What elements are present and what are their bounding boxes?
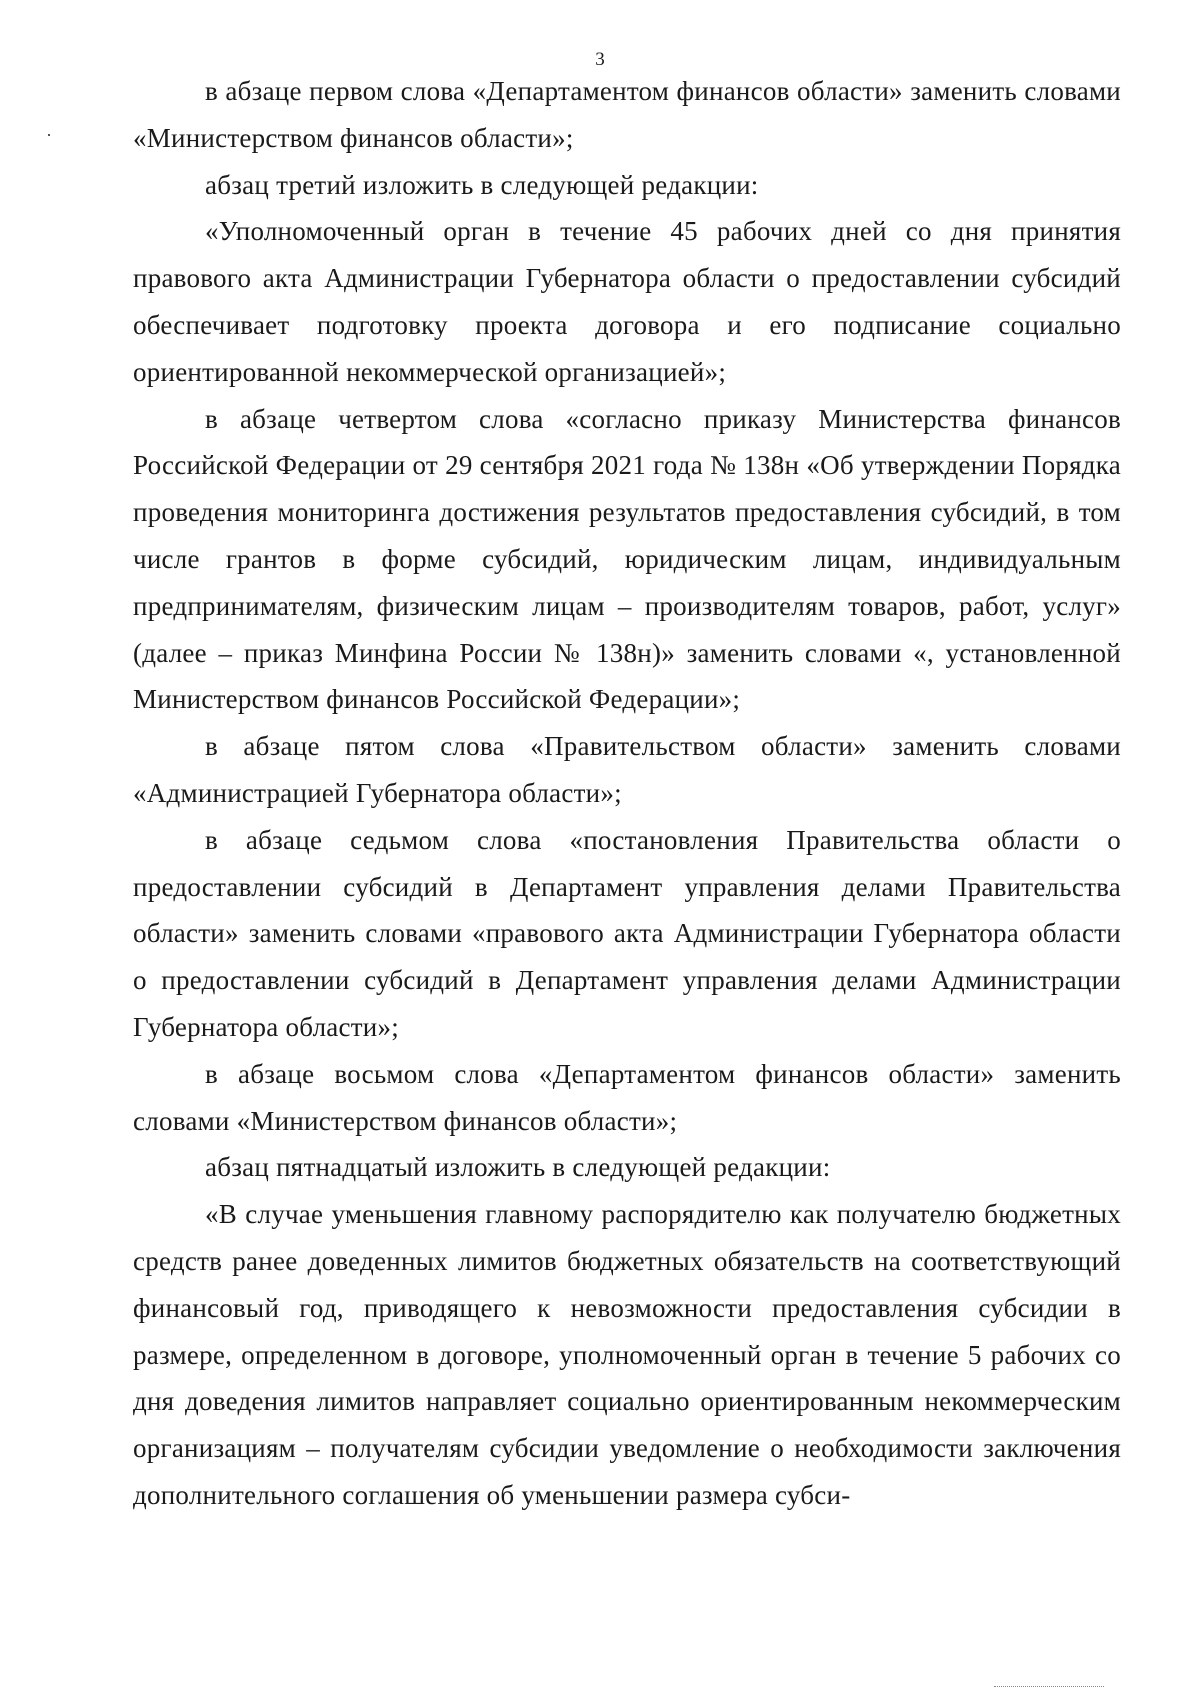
paragraph: абзац пятнадцатый изложить в следующей редакции:	[205, 1152, 831, 1183]
paragraph: абзац третий изложить в следующей редакции:	[205, 169, 759, 200]
paragraph: «В случае уменьшения главному распорядителю как получателю бюджетных средств ранее доведенных лимитов бюджетных обязательств на соответствующий финансовый год, приводящего к невозможности предоставления субсидии в размере, определенном в договоре, уполномоченный орган в течение 5 рабочих со дня доведения лимитов направляет социально ориентированным некоммерческим организациям – получателям субсидии уведомление о необходимости заключения дополнительного соглашения об уменьшении размера субси-	[133, 1199, 1121, 1510]
paragraph: в абзаце восьмом слова «Департаментом финансов области» заменить словами «Министерством финансов области»;	[133, 1058, 1121, 1136]
paragraph: в абзаце первом слова «Департаментом финансов области» заменить словами «Министерством финансов области»;	[133, 76, 1121, 153]
paragraph: в абзаце пятом слова «Правительством области» заменить словами «Администрацией Губернатора области»;	[133, 731, 1121, 808]
scan-mark	[994, 1682, 1104, 1687]
document-body	[133, 68, 1121, 1519]
scan-speck	[48, 134, 50, 136]
page-number: 3	[595, 49, 605, 70]
paragraph: в абзаце четвертом слова «согласно приказу Министерства финансов Российской Федерации от 29 сентября 2021 года № 138н «Об утверждении Порядка проведения мониторинга достижения результатов предоставления субсидий, в том числе грантов в форме субсидий, юридическим лицам, индивидуальным предпринимателям, физическим лицам – производителям товаров, работ, услуг» (далее – приказ Минфина России № 138н)» заменить словами «, установленной Министерством финансов Российской Федерации»;	[133, 403, 1121, 715]
paragraph: «Уполномоченный орган в течение 45 рабочих дней со дня принятия правового акта Администрации Губернатора области о предоставлении субсидий обеспечивает подготовку проекта договора и его подписание социально ориентированной некоммерческой организацией»;	[133, 216, 1121, 387]
paragraph: в абзаце седьмом слова «постановления Правительства области о предоставлении субсидий в Департамент управления делами Правительства области» заменить словами «правового акта Администрации Губернатора области о предоставлении субсидий в Департамент управления делами Администрации Губернатора области»;	[133, 824, 1121, 1042]
